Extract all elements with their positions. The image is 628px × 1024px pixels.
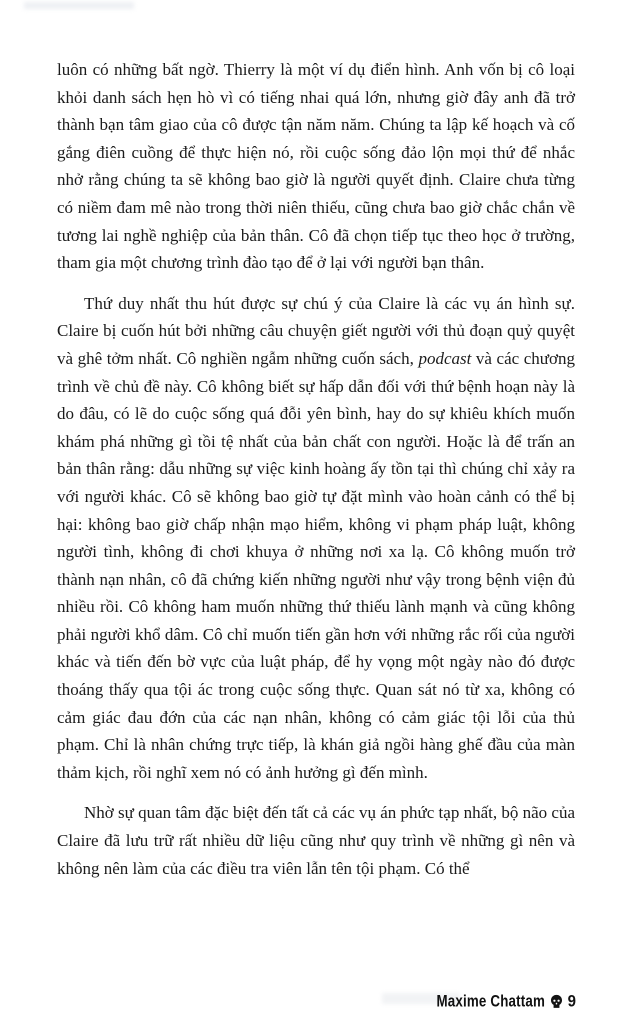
paragraph-segment: và các chương trình về chủ đề này. Cô không biết sự hấp dẫn đối với thứ bệnh hoạn này là do đâu, có lẽ do cuộc sống quá đỗi yên bình, hay do sự khiêu khích muốn khám phá những gì tồi tệ nhất của bản chất con người. Hoặc là để trấn an bản thân rằng: dẫu những sự việc kinh hoàng ấy tồn tại thì chúng chỉ xảy ra với người khác. Cô sẽ không bao giờ tự đặt mình vào hoàn cảnh có thể bị hại: không bao giờ chấp nhận mạo hiểm, không vi phạm pháp luật, không người tình, không đi chơi khuya ở những nơi xa lạ. Cô không muốn trở thành nạn nhân, cô đã chứng kiến những người như vậy trong bệnh viện đủ nhiều rồi. Cô không ham muốn những thứ thiếu lành mạnh và cũng không phải người khổ dâm. Cô chỉ muốn tiến gần hơn với những rắc rối của người khác và tiến đến bờ vực của luật pháp, để hy vọng một ngày nào đó được thoáng thấy qua tội ác trong cuộc sống thực. Quan sát nó từ xa, không có cảm giác đau đớn của các nạn nhân, không có cảm giác tội lỗi của thủ phạm. Chỉ là nhân chứng trực tiếp, là khán giả ngồi hàng ghế đầu của màn thảm kịch, rồi nghĩ xem nó có ảnh hưởng gì đến mình. [57,348,575,782]
paragraph-segment: luôn có những bất ngờ. Thierry là một ví dụ điển hình. Anh vốn bị cô loại khỏi danh sách hẹn hò vì có tiếng nhai quá lớn, nhưng giờ đây anh đã trở thành bạn tâm giao của cô được tận năm năm. Chúng ta lập kế hoạch và cố gắng điên cuồng để thực hiện nó, rồi cuộc sống đảo lộn mọi thứ để nhắc nhở rằng chúng ta sẽ không bao giờ là người quyết định. Claire chưa từng có niềm đam mê nào trong thời niên thiếu, cũng chưa bao giờ chắc chắn về tương lai nghề nghiệp của bản thân. Cô đã chọn tiếp tục theo học ở trường, tham gia một chương trình đào tạo để ở lại với người bạn thân. [57,60,575,273]
page-footer [427,993,576,1010]
page-number: 9 [567,992,576,1011]
paragraph [57,56,575,277]
paragraph-segment: Thứ duy nhất thu hút được sự chú ý của Claire là các vụ án hình sự. Claire bị cuốn hút bởi những câu chuyện giết người với thủ đoạn quỷ quyệt và ghê tởm nhất. Cô nghiền ngẫm những cuốn sách, [57,293,575,368]
body-text [57,56,575,895]
paragraph-segment: Nhờ sự quan tâm đặc biệt đến tất cả các vụ án phức tạp nhất, bộ não của Claire đã lưu trữ rất nhiều dữ liệu cũng như quy trình về những gì nên và không nên làm của các điều tra viên lẫn tên tội phạm. Có thể [57,803,575,878]
skull-icon [550,994,563,1010]
paragraph-segment: podcast [418,348,472,368]
paragraph [57,799,575,882]
scan-artifact [24,2,134,9]
paragraph [57,290,575,787]
author-name: Maxime Chattam [436,992,545,1011]
